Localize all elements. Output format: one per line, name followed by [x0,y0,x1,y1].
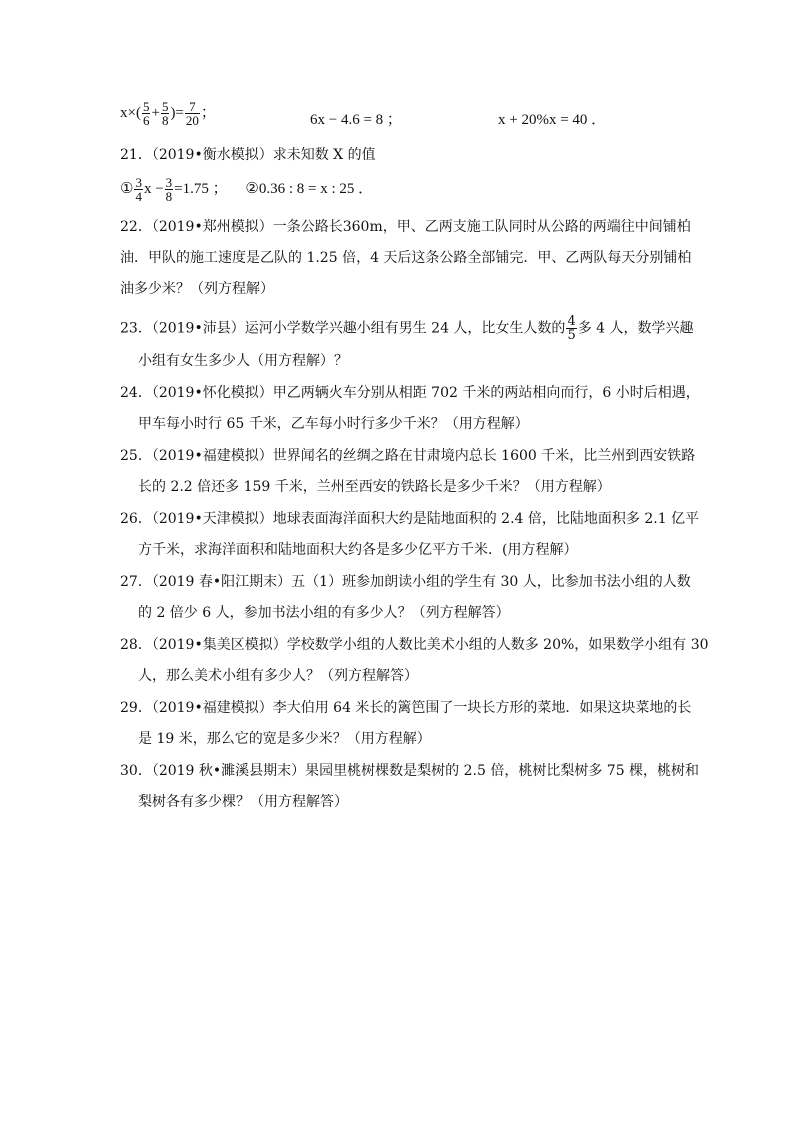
question-text: 五（1）班参加朗读小组的学生有 30 人，比参加书法小组的人数 [291,574,691,590]
question-text: 学校数学小组的人数比美术小组的人数多 20%，如果数学小组有 30 [286,637,709,653]
question-source: （2019 秋•濉溪县期末） [151,763,306,779]
eq1-fraction-2 [161,100,170,127]
question-source: （2019•福建模拟） [151,448,273,464]
eq1-f1-denominator: 6 [142,113,150,128]
sub1-fraction-2 [165,176,174,203]
q23-fraction [566,315,576,342]
eq1-end: ； [200,104,216,121]
eq1-f2-numerator: 5 [161,99,169,114]
question-23-line-2: 小组有女生多少人（用方程解）？ [138,353,348,369]
sub2: ②0.36 : 8 = x : 25 ． [245,180,374,197]
question-29-line-2: 是 19 米，那么它的宽是多少米？（用方程解） [138,731,431,747]
question-22-line-1 [120,217,691,237]
question-text: 一条公路长360m，甲、乙两支施工队同时从公路的两端往中间铺柏 [272,219,691,235]
eq1-fraction-3 [185,100,200,127]
equation-2: 6x − 4.6 = 8 ； [310,112,402,128]
question-number: 30． [120,763,152,779]
question-26-line-2: 方千米，求海洋面积和陆地面积大约各是多少亿平方千米．(用方程解） [138,542,578,558]
eq1-f1-numerator: 5 [142,99,150,114]
question-number: 28． [120,637,152,653]
question-text-cont: 多 4 人，数学兴趣 [577,320,694,337]
question-21-subparts [120,176,373,203]
question-24-line-1 [120,383,700,403]
question-source: （2019 春•阳江期末） [151,574,292,590]
question-source: （2019•天津模拟） [151,511,273,527]
question-text: 求未知数 X 的值 [272,147,376,163]
question-29-line-1 [120,698,691,718]
question-text: 李大伯用 64 米长的篱笆围了一块长方形的菜地．如果这块菜地的长 [272,700,692,716]
question-source: （2019•福建模拟） [151,700,273,716]
question-22-line-2: 油．甲队的施工速度是乙队的 1.25 倍，4 天后这条公路全部铺完．甲、乙两队每天分别铺柏 [120,250,692,266]
eq1-f2-denominator: 8 [161,113,169,128]
question-source: （2019•集美区模拟） [151,637,287,653]
q23-denominator: 5 [567,328,576,343]
question-28-line-2: 人，那么美术小组有多少人？（列方程解答） [138,668,418,684]
question-source: （2019•怀化模拟） [151,385,273,401]
eq1-f3-numerator: 7 [185,100,200,114]
question-number: 23． [120,320,152,337]
sub1-f2-numerator: 3 [165,175,173,190]
question-24-line-2: 甲车每小时行 65 千米，乙车每小时行多少千米？（用方程解） [138,416,529,432]
question-source: （2019•衡水模拟） [151,147,273,163]
question-number: 27． [120,574,152,590]
sub1-f1-denominator: 4 [135,189,142,204]
top-equations-row [120,98,660,138]
question-27-line-2: 的 2 倍少 6 人，参加书法小组的有多少人？（列方程解答） [138,605,510,621]
question-text: 果园里桃树棵数是梨树的 2.5 倍，桃树比梨树多 75 棵，桃树和 [305,763,700,779]
equation-1 [120,100,216,127]
question-26-line-1 [120,509,699,529]
question-number: 21． [120,147,152,163]
equation-3: x + 20%x = 40 ． [498,112,607,128]
question-source: （2019•郑州模拟） [151,219,273,235]
eq1-plus: + [151,104,160,121]
question-23-line-1 [120,315,694,342]
question-text: 世界闻名的丝绸之路在甘肃境内总长 1600 千米，比兰州到西安铁路 [272,448,696,464]
question-28-line-1 [120,635,709,655]
question-25-line-2: 长的 2.2 倍还多 159 千米，兰州至西安的铁路长是多少千米？（用方程解） [138,479,611,495]
sub1-f2-denominator: 8 [165,189,173,204]
question-30-line-1 [120,761,699,781]
eq1-lhs: x×( [120,104,141,121]
question-number: 24． [120,385,152,401]
question-22-line-3: 油多少米？（列方程解） [120,281,274,297]
question-25-line-1 [120,446,695,466]
q23-numerator: 4 [567,314,576,329]
question-source: （2019•沛县） [151,320,245,337]
question-text: 运河小学数学兴趣小组有男生 24 人，比女生人数的 [244,320,566,337]
question-number: 29． [120,700,152,716]
question-number: 26． [120,511,152,527]
question-21 [120,145,376,165]
sub1-f1-numerator: 3 [135,175,142,190]
eq1-f3-denominator: 20 [185,113,199,128]
question-30-line-2: 梨树各有多少棵？（用方程解答） [138,794,348,810]
sub1-fraction-1 [134,176,143,203]
eq1-mid: )= [170,104,184,121]
sub1-end: =1.75 ； [174,180,228,197]
sub1-mid: x − [143,180,164,197]
question-27-line-1 [120,572,691,592]
question-text: 甲乙两辆火车分别从相距 702 千米的两站相向而行，6 小时后相遇， [272,385,700,401]
eq1-fraction-1 [142,100,151,127]
question-number: 25． [120,448,152,464]
sub1-mark: ① [120,180,134,197]
question-number: 22． [120,219,152,235]
question-text: 地球表面海洋面积大约是陆地面积的 2.4 倍，比陆地面积多 2.1 亿平 [272,511,700,527]
